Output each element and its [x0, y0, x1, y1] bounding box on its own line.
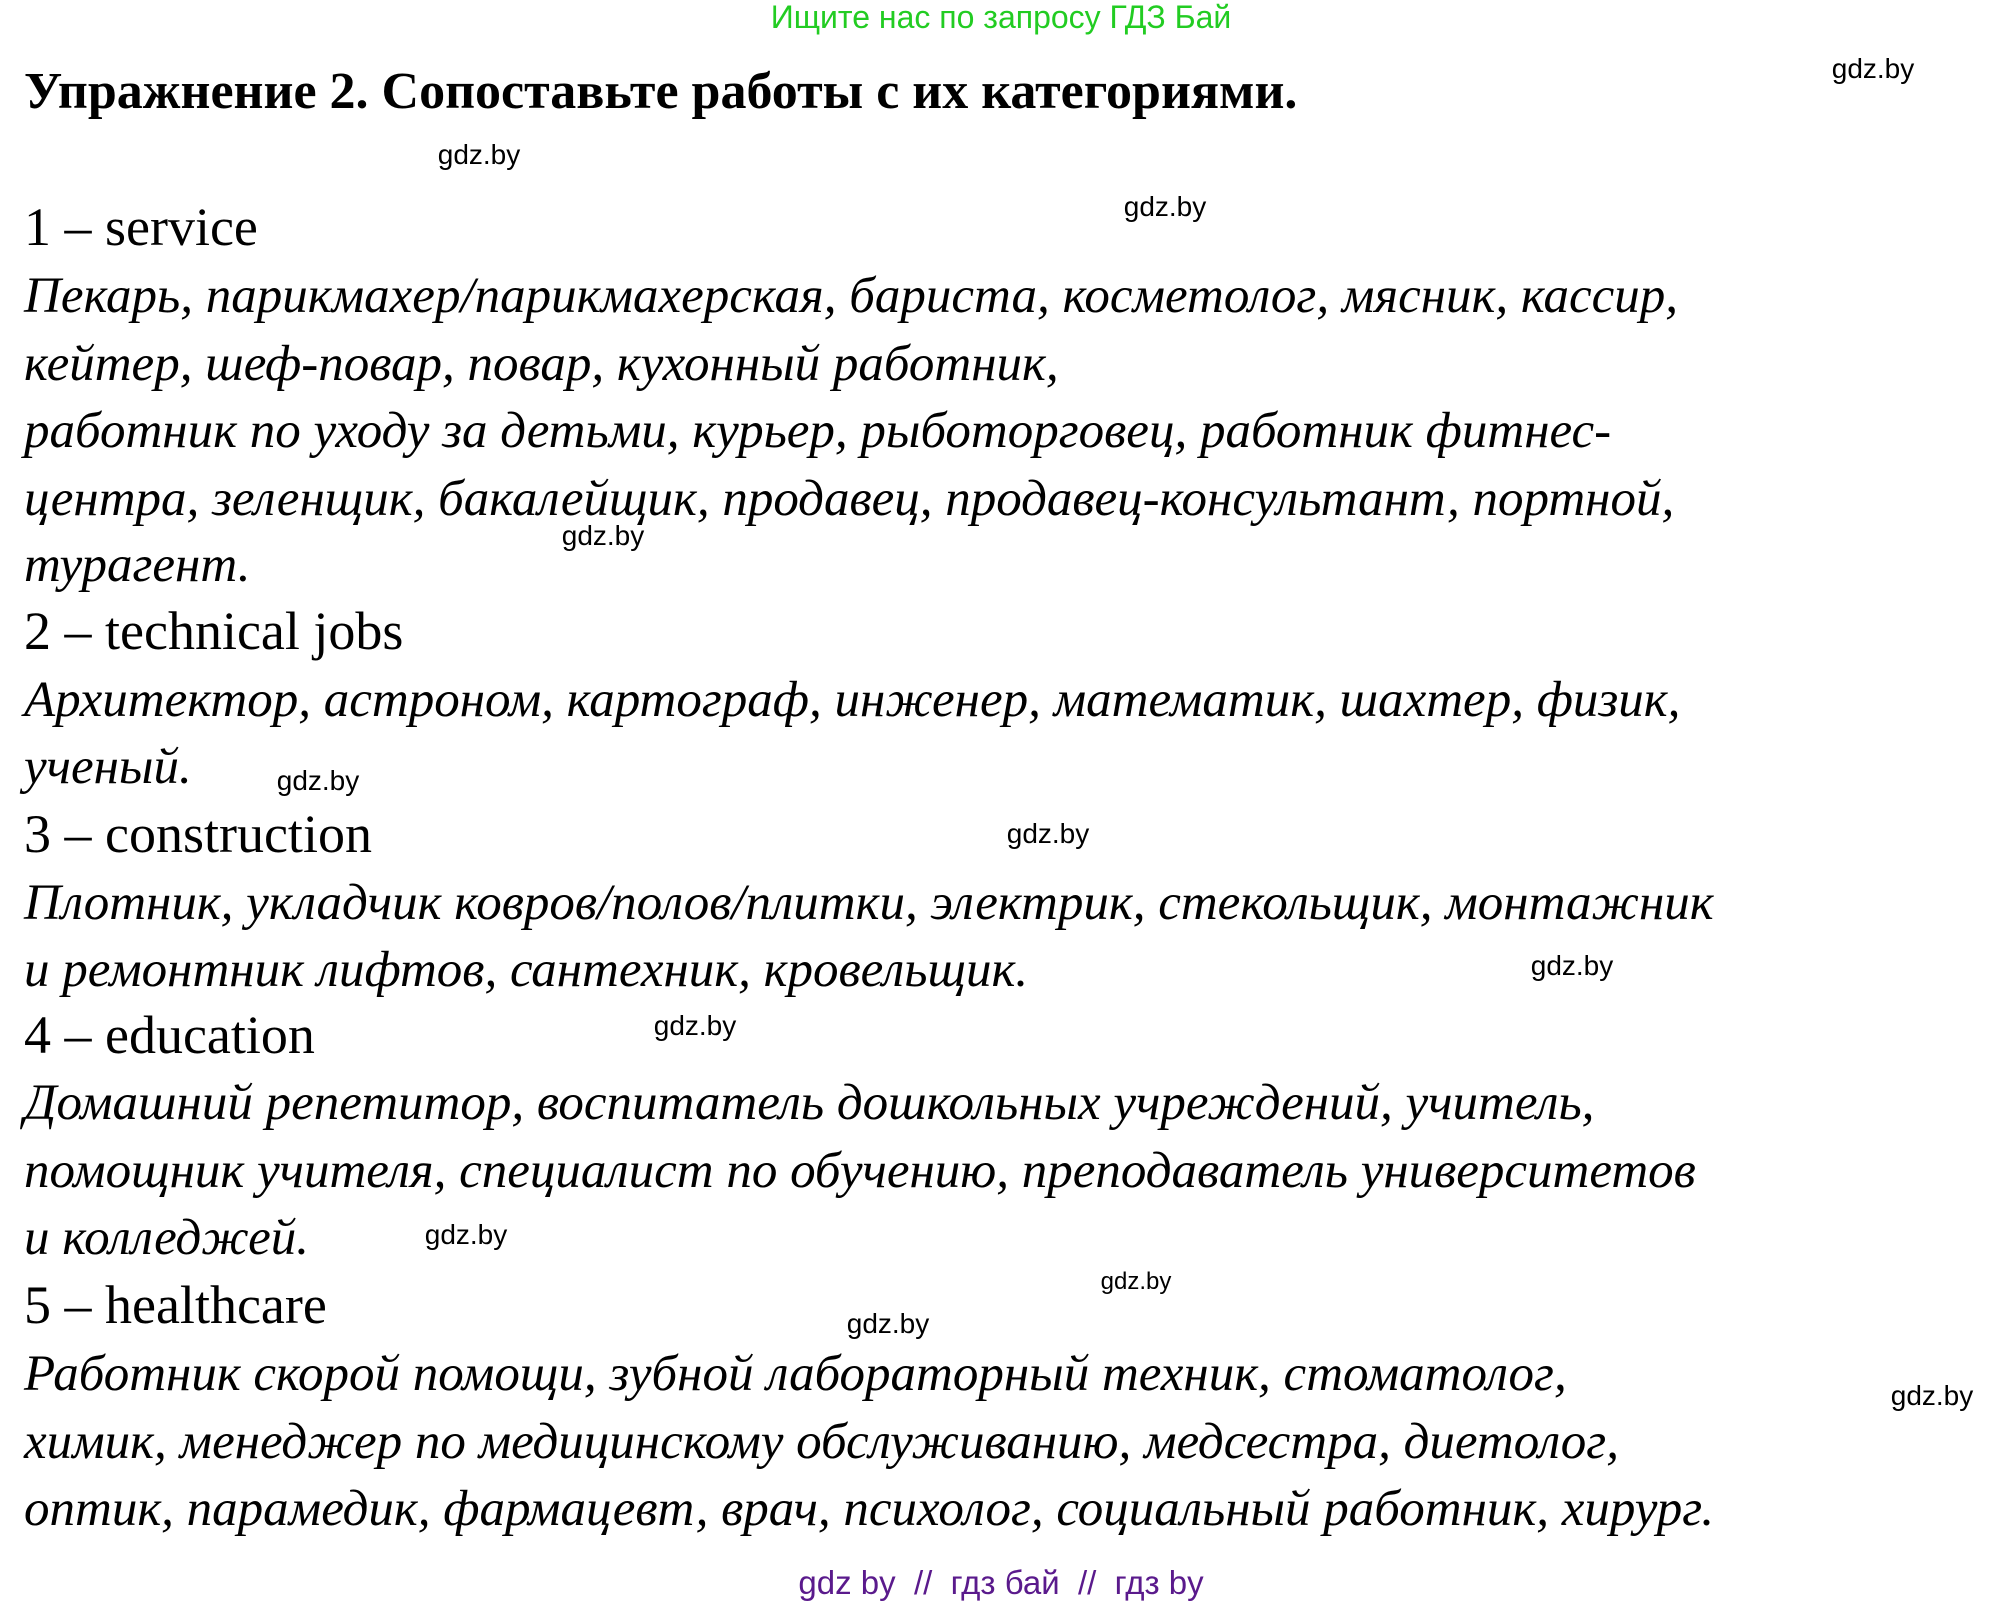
job-list-line: работник по уходу за детьми, курьер, рыботорговец, работник фитнес- — [24, 403, 1612, 459]
watermark: gdz.by — [437, 139, 521, 170]
category-heading-service: 1 – service — [24, 197, 258, 257]
job-list-line: турагент. — [24, 537, 251, 593]
job-list-line: Домашний репетитор, воспитатель дошкольных учреждений, учитель, — [24, 1075, 1595, 1131]
job-list-line: ученый. — [24, 739, 192, 795]
job-list-line: Архитектор, астроном, картограф, инженер, математик, шахтер, физик, — [24, 672, 1681, 728]
watermark: gdz.by — [1123, 191, 1207, 222]
job-list-line: кейтер, шеф-повар, повар, кухонный работник, — [24, 336, 1059, 392]
category-heading-construction: 3 – construction — [24, 804, 372, 864]
watermark: gdz.by — [561, 520, 645, 551]
job-list-line: помощник учителя, специалист по обучению, преподаватель университетов — [24, 1143, 1696, 1199]
watermark: gdz.by — [1890, 1380, 1974, 1411]
category-heading-technical: 2 – technical jobs — [24, 601, 404, 661]
watermark: gdz.by — [653, 1010, 737, 1041]
watermark: gdz.by — [276, 765, 360, 796]
watermark: gdz.by — [1100, 1268, 1172, 1295]
watermark: gdz.by — [424, 1219, 508, 1250]
watermark: gdz.by — [1831, 53, 1915, 84]
job-list-line: Работник скорой помощи, зубной лабораторный техник, стоматолог, — [24, 1346, 1567, 1402]
job-list-line: Пекарь, парикмахер/парикмахерская, бариста, косметолог, мясник, кассир, — [24, 268, 1678, 324]
footer-links: gdz by // гдз бай // гдз by — [798, 1564, 1204, 1601]
category-heading-healthcare: 5 – healthcare — [24, 1275, 327, 1335]
job-list-line: оптик, парамедик, фармацевт, врач, психолог, социальный работник, хирург. — [24, 1481, 1715, 1537]
category-heading-education: 4 – education — [24, 1005, 315, 1065]
job-list-line: Плотник, укладчик ковров/полов/плитки, электрик, стекольщик, монтажник — [24, 875, 1714, 931]
page-title: Упражнение 2. Сопоставьте работы с их категориями. — [24, 63, 1298, 120]
job-list-line: центра, зеленщик, бакалейщик, продавец, продавец-консультант, портной, — [24, 471, 1675, 527]
watermark: gdz.by — [846, 1308, 930, 1339]
search-banner: Ищите нас по запросу ГДЗ Бай — [770, 0, 1232, 35]
watermark: gdz.by — [1530, 950, 1614, 981]
job-list-line: химик, менеджер по медицинскому обслуживанию, медсестра, диетолог, — [24, 1414, 1619, 1470]
job-list-line: и колледжей. — [24, 1210, 309, 1266]
watermark: gdz.by — [1006, 818, 1090, 849]
job-list-line: и ремонтник лифтов, сантехник, кровельщик. — [24, 942, 1029, 998]
